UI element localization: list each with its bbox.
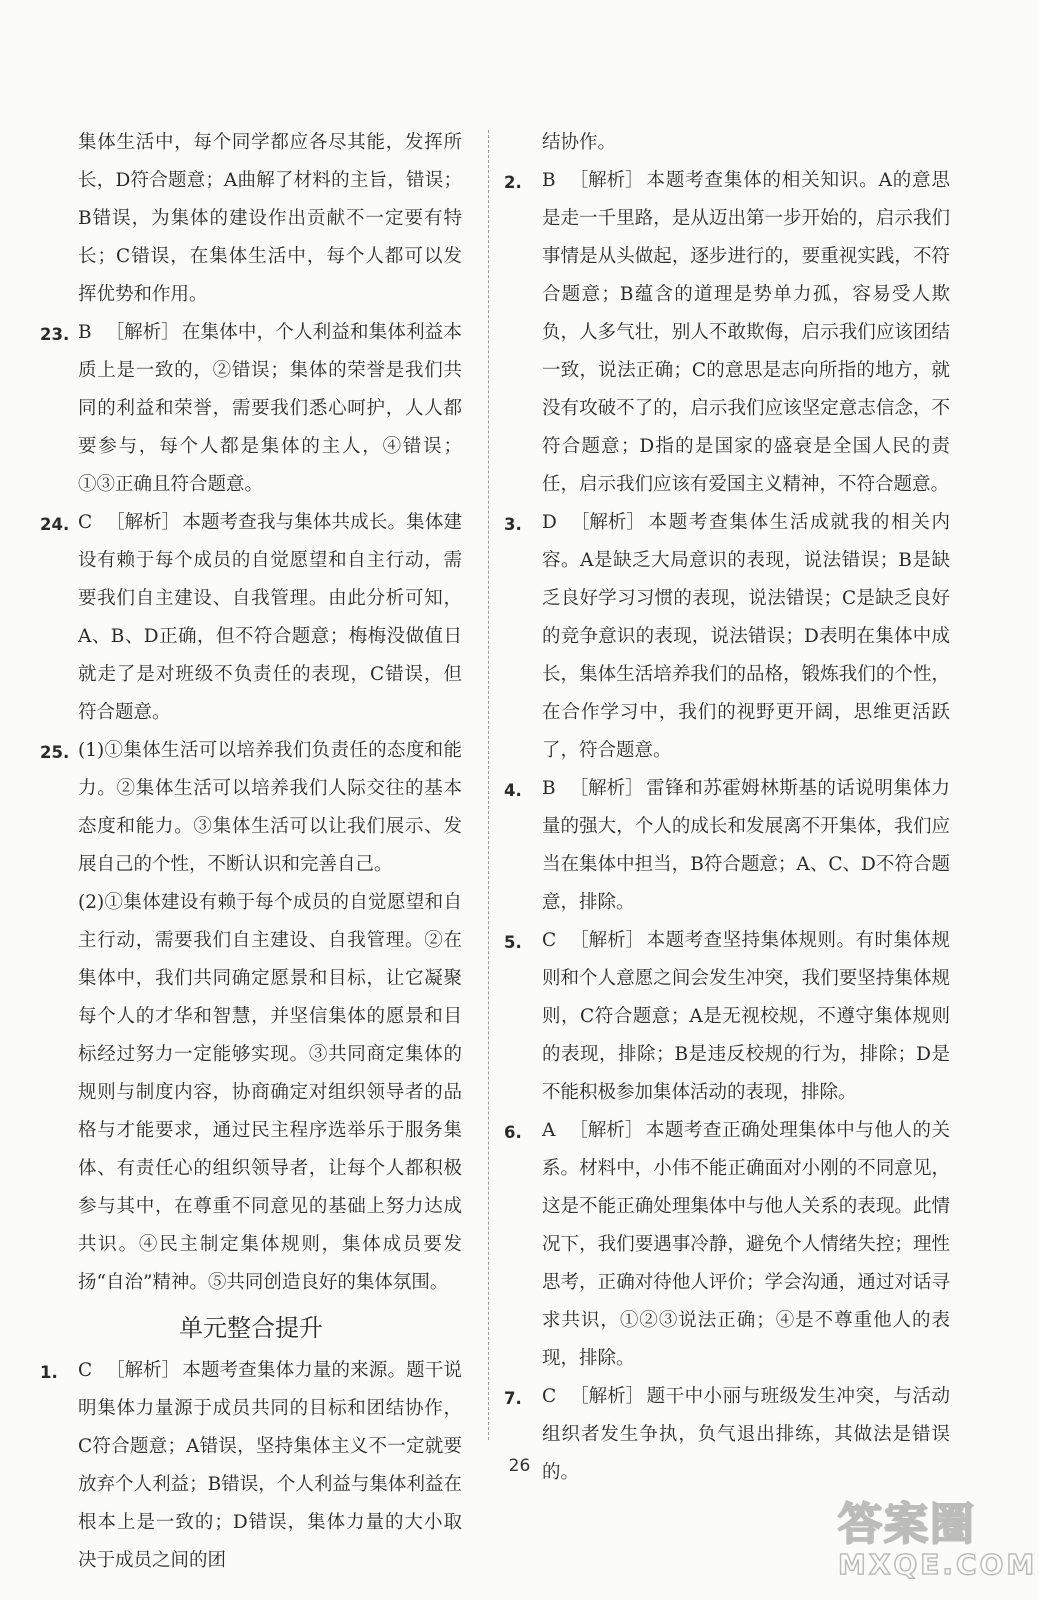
item-number: 6. <box>504 1123 522 1142</box>
item-number: 1. <box>40 1363 58 1382</box>
right-column <box>504 124 950 1492</box>
answer-item-23 <box>40 314 462 504</box>
column-divider <box>488 130 489 1440</box>
answer-text: 本题考查坚持集体规则。有时集体规则和个人意愿之间会发生冲突，我们要坚持集体规则，C符合题意；A是无视校规，不遵守集体规则的表现，排除；B是违反校规的行为，排除；D是不能积极参加集体活动的表现，排除。 <box>542 930 950 1103</box>
answer-text: 在集体中，个人利益和集体利益本质上是一致的，②错误；集体的荣誉是我们共同的利益和荣誉，需要我们悉心呵护，人人都要参与，每个人都是集体的主人，④错误；①③正确且符合题意。 <box>78 322 462 495</box>
answer-text: 本题考查集体的相关知识。A的意思是走一千里路，是从迈出第一步开始的，启示我们事情是从头做起，逐步进行的，要重视实践，不符合题意；B蕴含的道理是势单力孤，容易受人欺负，人多气壮，别人不敢欺侮，启示我们应该团结一致，说法正确；C的意思是志向所指的地方，就没有攻破不了的，启示我们应该坚定意志信念，不符合题意；D指的是国家的盛衰是全国人民的责任，启示我们应该有爱国主义精神，不符合题意。 <box>542 170 950 495</box>
item-number: 4. <box>504 781 522 800</box>
analysis-tag: ［解析］ <box>570 1386 645 1407</box>
answer-part-2: (2)①集体建设有赖于每个成员的自觉愿望和自主行动，需要我们自主建设、自我管理。②在集体中，我们共同确定愿景和目标，让它凝聚每个人的才华和智慧，并坚信集体的愿景和目标经过努力一定能够实现。③共同商定集体的规则与制度内容，协商确定对组织领导者的品格与才能要求，通过民主程序选举乐于服务集体、有责任心的组织领导者，让每个人都积极参与其中，在尊重不同意见的基础上努力达成共识。④民主制定集体规则，集体成员要发扬“自治”精神。⑤共同创造良好的集体氛围。 <box>78 892 462 1293</box>
item-number: 25. <box>40 743 70 762</box>
item-number: 24. <box>40 515 70 534</box>
answer-letter: B <box>78 322 92 343</box>
analysis-tag: ［解析］ <box>569 1120 644 1141</box>
answer-text: 本题考查集体生活成就我的相关内容。A是缺乏大局意识的表现，说法错误；B是缺乏良好学习习惯的表现，说法错误；C是缺乏良好的竞争意识的表现，说法错误；D表明在集体中成长，集体生活培养我们的品格，锻炼我们的个性，在合作学习中，我们的视野更开阔，思维更活跃了，符合题意。 <box>542 512 950 761</box>
answer-text: 雷锋和苏霍姆林斯基的话说明集体力量的强大，个人的成长和发展离不开集体，我们应当在集体中担当，B符合题意；A、C、D不符合题意，排除。 <box>542 778 950 913</box>
unit-answer-item-6 <box>504 1112 950 1378</box>
answer-letter: B <box>542 778 556 799</box>
unit-answer-item-4 <box>504 770 950 922</box>
answer-text: 本题考查正确处理集体中与他人的关系。材料中，小伟不能正确面对小刚的不同意见，这是不能正确处理集体中与他人关系的表现。此情况下，我们要遇事冷静，避免个人情绪失控；理性思考，正确对待他人评价；学会沟通，通过对话寻求共识，①②③说法正确；④是不尊重他人的表现，排除。 <box>542 1120 950 1369</box>
item-number: 5. <box>504 933 522 952</box>
item-number: 7. <box>504 1389 522 1408</box>
answer-letter: C <box>542 1386 557 1407</box>
watermark-top-text: 答案圈 <box>838 1499 976 1550</box>
analysis-tag: ［解析］ <box>106 1360 181 1381</box>
analysis-tag: ［解析］ <box>105 322 180 343</box>
answer-letter: C <box>78 512 93 533</box>
section-heading: 单元整合提升 <box>179 1314 323 1342</box>
answer-text: 本题考查集体力量的来源。题干说明集体力量源于成员共同的目标和团结协作，C符合题意；A错误，坚持集体主义不一定就要放弃个人利益；B错误，个人利益与集体利益在根本上是一致的；D错误，集体力量的大小取决于成员之间的团 <box>78 1360 462 1571</box>
unit-answer-item-3 <box>504 504 950 770</box>
answer-letter: D <box>542 512 557 533</box>
unit-answer-item-2 <box>504 162 950 504</box>
answer-item-25 <box>40 732 462 884</box>
item-number: 23. <box>40 325 70 344</box>
analysis-tag: ［解析］ <box>569 778 644 799</box>
answer-text: 题干中小丽与班级发生冲突，与活动组织者发生争执，负气退出排练，其做法是错误的。 <box>542 1386 950 1483</box>
site-watermark-logo <box>838 1488 1038 1592</box>
answer-letter: C <box>78 1360 93 1381</box>
left-column <box>40 124 462 1580</box>
answer-letter: B <box>542 170 556 191</box>
unit-answer-item-5 <box>504 922 950 1112</box>
answer-item-24 <box>40 504 462 732</box>
watermark-bottom-text: MXQE.COM <box>838 1548 1038 1581</box>
analysis-tag: ［解析］ <box>106 512 181 533</box>
analysis-tag: ［解析］ <box>569 170 644 191</box>
answer-part-1: (1)①集体生活可以培养我们负责任的态度和能力。②集体生活可以培养我们人际交往的基本态度和能力。③集体生活可以让我们展示、发展自己的个性，不断认识和完善自己。 <box>78 740 462 875</box>
answer-text: 本题考查我与集体共成长。集体建设有赖于每个成员的自觉愿望和自主行动，需要我们自主建设、自我管理。由此分析可知，A、B、D正确，但不符合题意；梅梅没做值日就走了是对班级不负责任的表现，C错误，但符合题意。 <box>78 512 462 723</box>
answer-letter: C <box>542 930 557 951</box>
item-number: 3. <box>504 515 522 534</box>
item-number: 2. <box>504 173 522 192</box>
page-number: 26 <box>508 1456 531 1476</box>
continued-paragraph: 结协作。 <box>542 132 617 153</box>
answer-letter: A <box>542 1120 556 1141</box>
analysis-tag: ［解析］ <box>570 512 645 533</box>
analysis-tag: ［解析］ <box>570 930 645 951</box>
continued-paragraph: 集体生活中，每个同学都应各尽其能，发挥所长，D符合题意；A曲解了材料的主旨，错误；B错误，为集体的建设作出贡献不一定要有特长；C错误，在集体生活中，每个人都可以发挥优势和作用。 <box>78 132 462 305</box>
